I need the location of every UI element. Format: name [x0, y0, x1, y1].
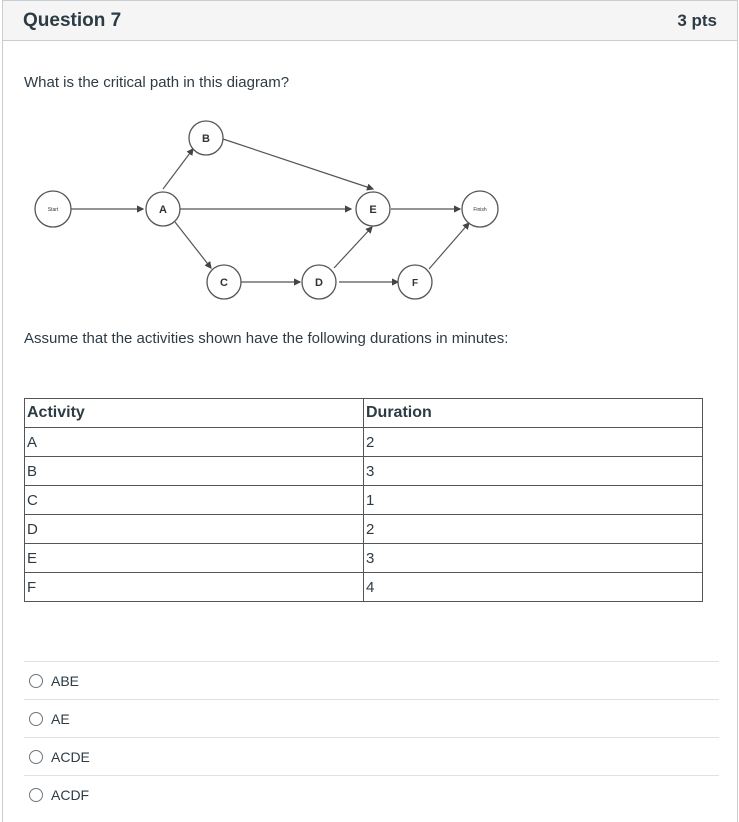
network-diagram [3, 119, 739, 304]
node-b-label: B [202, 133, 210, 145]
duration-cell: 2 [364, 428, 703, 457]
header-activity: Activity [25, 399, 364, 428]
node-a-label: A [159, 204, 167, 216]
activity-cell: E [25, 544, 364, 573]
duration-cell: 2 [364, 515, 703, 544]
table-header-row [25, 399, 703, 428]
question-card [2, 0, 738, 822]
answer-label: AE [51, 710, 70, 727]
table-row [25, 573, 703, 602]
radio-button[interactable] [29, 674, 43, 688]
question-header [3, 1, 737, 41]
duration-cell: 1 [364, 486, 703, 515]
answer-option-acde[interactable] [24, 737, 719, 775]
activity-cell: F [25, 573, 364, 602]
edge-d-e [334, 227, 372, 268]
header-duration: Duration [364, 399, 703, 428]
radio-button[interactable] [29, 750, 43, 764]
answer-label: ACDF [51, 786, 90, 803]
answer-option-ae[interactable] [24, 699, 719, 737]
durations-table [24, 398, 703, 602]
duration-cell: 4 [364, 573, 703, 602]
edge-b-e [223, 139, 373, 189]
edge-a-c [175, 222, 211, 268]
table-row [25, 486, 703, 515]
node-c-label: C [220, 277, 228, 289]
duration-cell: 3 [364, 457, 703, 486]
activity-cell: B [25, 457, 364, 486]
radio-button[interactable] [29, 712, 43, 726]
radio-button[interactable] [29, 788, 43, 802]
assume-text: Assume that the activities shown have the following durations in minutes: [24, 330, 509, 347]
table-row [25, 544, 703, 573]
question-title: Question 7 [23, 9, 122, 31]
node-e-label: E [369, 204, 377, 216]
answer-label: ABE [51, 672, 80, 689]
table-row [25, 457, 703, 486]
answer-options [24, 661, 719, 813]
node-f-label: F [411, 278, 419, 289]
table-row [25, 515, 703, 544]
node-finish-label: Finish [473, 207, 487, 213]
answer-option-abe[interactable] [24, 661, 719, 699]
edge-f-finish [429, 223, 469, 269]
edge-a-b [163, 149, 193, 189]
answer-option-acdf[interactable] [24, 775, 719, 813]
duration-cell: 3 [364, 544, 703, 573]
question-points: 3 pts [677, 10, 717, 30]
activity-cell: C [25, 486, 364, 515]
activity-cell: D [25, 515, 364, 544]
question-prompt: What is the critical path in this diagram? [24, 74, 290, 91]
node-d-label: D [315, 277, 323, 289]
node-start-label: Start [47, 207, 59, 213]
table-row [25, 428, 703, 457]
activity-cell: A [25, 428, 364, 457]
answer-label: ACDE [51, 748, 90, 765]
